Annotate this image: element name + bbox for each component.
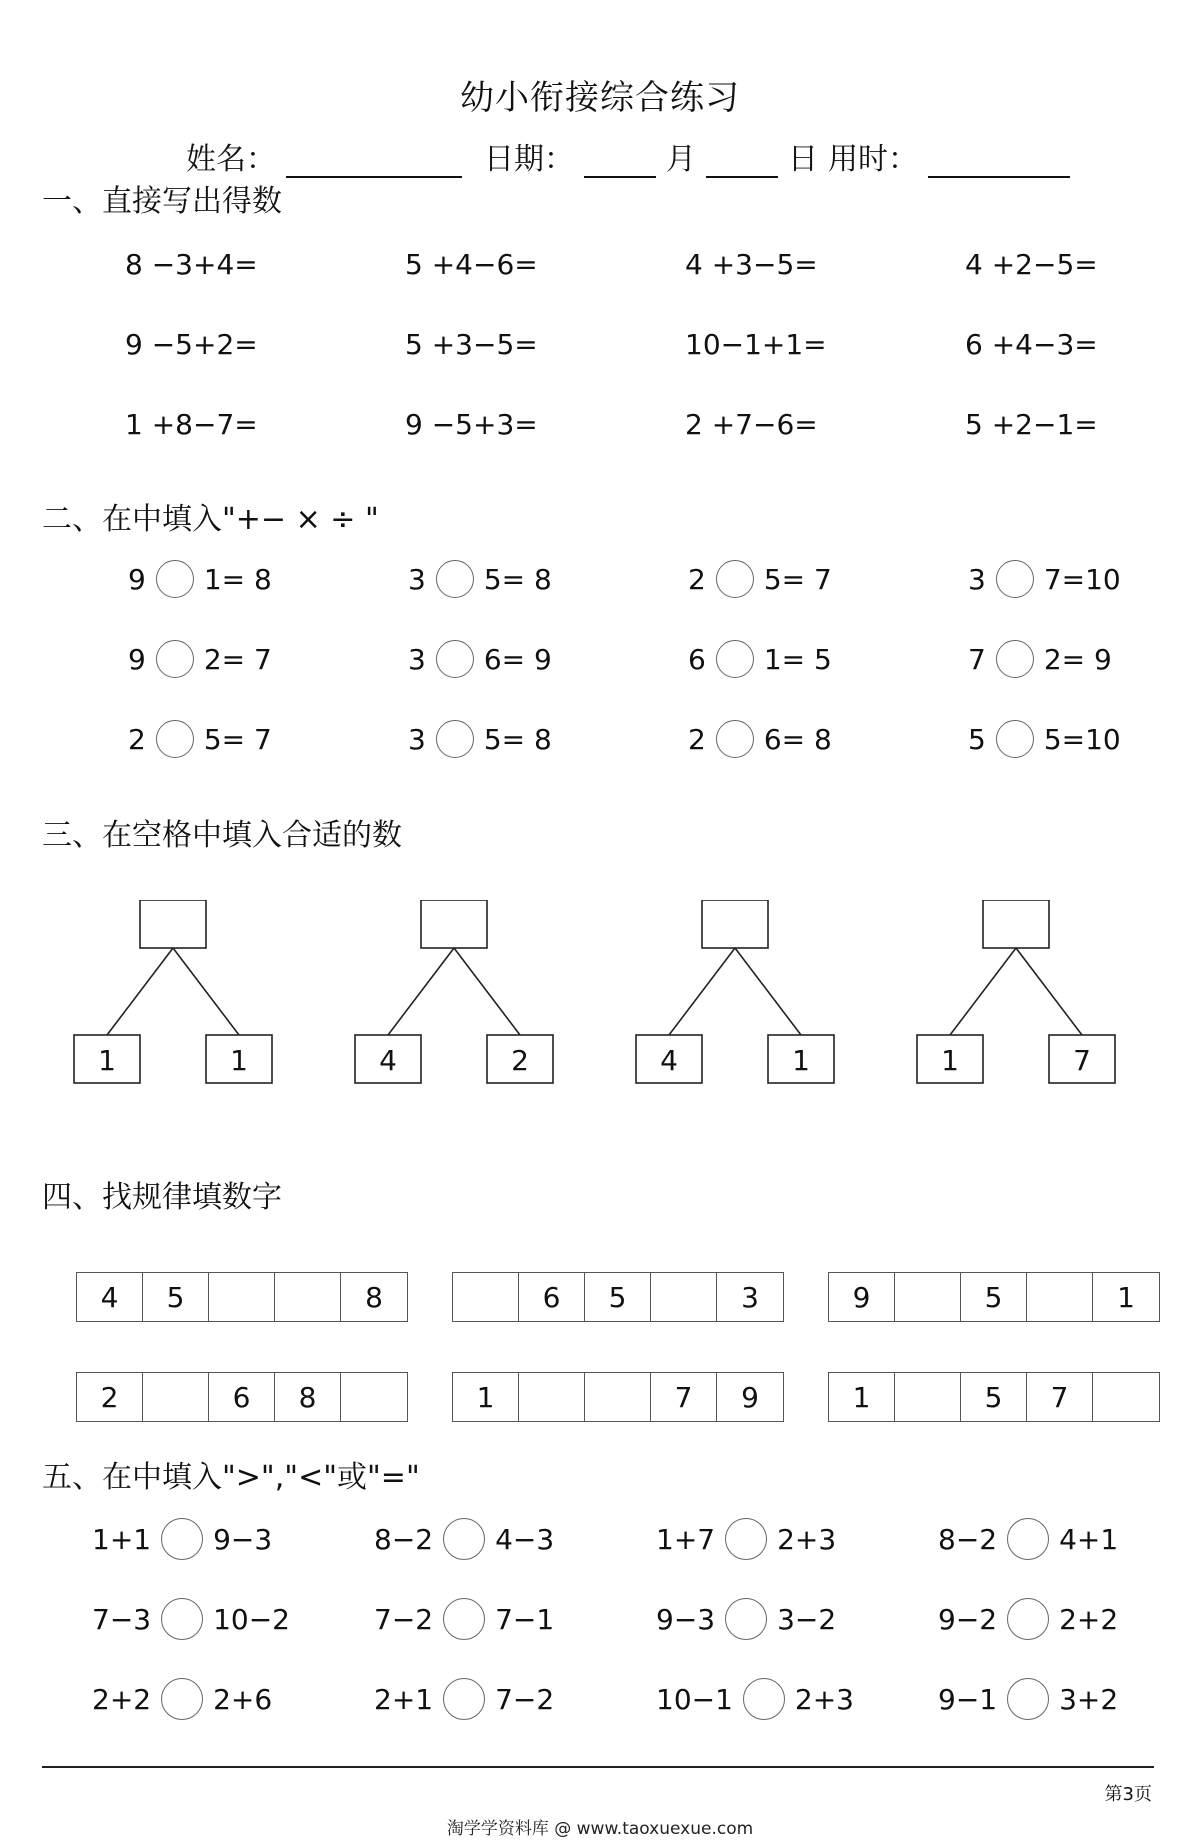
tree-branch-line bbox=[669, 948, 735, 1035]
operator-problem bbox=[968, 640, 1112, 678]
sequence-cell: 8 bbox=[275, 1373, 341, 1421]
tree-right-value: 1 bbox=[230, 1044, 248, 1077]
operand-left: 6 bbox=[688, 642, 706, 676]
sequence-cell: 9 bbox=[741, 1380, 759, 1414]
number-bond-trees bbox=[0, 900, 1200, 1100]
comparison-left: 7−3 bbox=[92, 1602, 152, 1636]
sequence-blank-cell[interactable] bbox=[275, 1273, 341, 1321]
operand-right: 1= 8 bbox=[203, 562, 272, 596]
operand-right: 7=10 bbox=[1043, 562, 1121, 596]
time-blank[interactable] bbox=[928, 142, 1070, 178]
comparison-right: 4−3 bbox=[495, 1522, 555, 1556]
comparison-right: 10−2 bbox=[213, 1602, 290, 1636]
page-title: 幼小衔接综合练习 bbox=[460, 78, 740, 118]
operator-problem bbox=[688, 720, 832, 758]
comparison-right: 3−2 bbox=[777, 1602, 837, 1636]
number-sequence bbox=[828, 1372, 1160, 1422]
number-sequence bbox=[452, 1272, 784, 1322]
comparison-left: 2+1 bbox=[374, 1682, 434, 1716]
sequence-blank-cell[interactable] bbox=[651, 1273, 717, 1321]
sequence-cell: 2 bbox=[77, 1373, 143, 1421]
tree-right-value: 1 bbox=[792, 1044, 810, 1077]
comparison-right: 2+3 bbox=[777, 1522, 837, 1556]
tree-left-value: 1 bbox=[98, 1044, 116, 1077]
sequence-cell: 8 bbox=[365, 1280, 383, 1314]
comparison-problem bbox=[656, 1518, 836, 1560]
sequence-cell: 7 bbox=[1027, 1373, 1093, 1421]
tree-top-box[interactable] bbox=[140, 900, 206, 948]
arithmetic-problem: 9 −5+3= bbox=[405, 408, 538, 441]
comparison-left: 9−2 bbox=[938, 1602, 998, 1636]
comparison-answer-circle[interactable] bbox=[443, 1598, 485, 1640]
operand-right: 5= 8 bbox=[483, 722, 552, 756]
operator-problem bbox=[408, 640, 552, 678]
tree-right-value: 2 bbox=[511, 1044, 529, 1077]
comparison-right: 3+2 bbox=[1059, 1682, 1119, 1716]
sequence-cell: 5 bbox=[961, 1373, 1027, 1421]
sequence-blank-cell[interactable] bbox=[1027, 1273, 1093, 1321]
operator-answer-circle[interactable] bbox=[996, 640, 1034, 678]
operand-right: 5= 8 bbox=[483, 562, 552, 596]
tree-left-value: 4 bbox=[379, 1044, 397, 1077]
section5-heading: 五、在中填入">","<"或"=" bbox=[42, 1460, 420, 1495]
comparison-problem bbox=[656, 1678, 854, 1720]
section3-heading: 三、在空格中填入合适的数 bbox=[42, 818, 402, 853]
comparison-right: 4+1 bbox=[1059, 1522, 1119, 1556]
tree-branch-line bbox=[950, 948, 1016, 1035]
operator-answer-circle[interactable] bbox=[996, 720, 1034, 758]
comparison-answer-circle[interactable] bbox=[725, 1518, 767, 1560]
number-bond-tree bbox=[636, 900, 834, 1083]
operator-answer-circle[interactable] bbox=[156, 640, 194, 678]
operand-right: 1= 5 bbox=[763, 642, 832, 676]
tree-right-value: 7 bbox=[1073, 1044, 1091, 1077]
comparison-right: 7−2 bbox=[495, 1682, 555, 1716]
comparison-problem bbox=[92, 1598, 290, 1640]
number-sequence bbox=[76, 1272, 408, 1322]
arithmetic-problem: 5 +4−6= bbox=[405, 248, 538, 281]
operator-problem bbox=[408, 560, 552, 598]
sequence-cell: 6 bbox=[209, 1373, 275, 1421]
arithmetic-problem: 8 −3+4= bbox=[125, 248, 258, 281]
operator-problem bbox=[688, 640, 832, 678]
operand-right: 6= 9 bbox=[483, 642, 552, 676]
section2-heading: 二、在中填入"+− × ÷ " bbox=[42, 502, 379, 537]
date-label: 日期： bbox=[484, 142, 574, 177]
day-blank[interactable] bbox=[706, 142, 778, 178]
arithmetic-problem: 1 +8−7= bbox=[125, 408, 258, 441]
tree-branch-line bbox=[388, 948, 454, 1035]
sequence-blank-cell[interactable] bbox=[519, 1373, 585, 1421]
arithmetic-problem: 5 +3−5= bbox=[405, 328, 538, 361]
tree-left-value: 4 bbox=[660, 1044, 678, 1077]
comparison-answer-circle[interactable] bbox=[161, 1598, 203, 1640]
section1-heading: 一、直接写出得数 bbox=[42, 184, 282, 219]
comparison-problem bbox=[92, 1678, 272, 1720]
operand-left: 5 bbox=[968, 722, 986, 756]
sequence-blank-cell[interactable] bbox=[895, 1373, 961, 1421]
name-label: 姓名： bbox=[186, 142, 276, 177]
operator-problem bbox=[408, 720, 552, 758]
arithmetic-problem: 9 −5+2= bbox=[125, 328, 258, 361]
sequence-blank-cell[interactable] bbox=[453, 1273, 519, 1321]
page-number: 第3页 bbox=[1104, 1784, 1152, 1805]
number-bond-tree bbox=[355, 900, 553, 1083]
operator-answer-circle[interactable] bbox=[716, 720, 754, 758]
comparison-left: 8−2 bbox=[938, 1522, 998, 1556]
tree-left-value: 1 bbox=[941, 1044, 959, 1077]
tree-branch-line bbox=[454, 948, 520, 1035]
sequence-cell: 5 bbox=[961, 1273, 1027, 1321]
sequence-blank-cell[interactable] bbox=[1093, 1373, 1159, 1421]
comparison-problem bbox=[938, 1678, 1118, 1720]
sequence-cell: 1 bbox=[453, 1373, 519, 1421]
comparison-answer-circle[interactable] bbox=[1007, 1598, 1049, 1640]
tree-top-box[interactable] bbox=[421, 900, 487, 948]
sequence-cell: 6 bbox=[519, 1273, 585, 1321]
sequence-cell: 5 bbox=[143, 1273, 209, 1321]
number-sequence bbox=[452, 1372, 784, 1422]
comparison-left: 8−2 bbox=[374, 1522, 434, 1556]
section4-heading: 四、找规律填数字 bbox=[42, 1180, 282, 1215]
operand-right: 5= 7 bbox=[763, 562, 832, 596]
sequence-blank-cell[interactable] bbox=[895, 1273, 961, 1321]
comparison-problem bbox=[656, 1598, 836, 1640]
time-label: 用时： bbox=[828, 142, 918, 177]
operator-problem bbox=[128, 720, 272, 758]
operand-left: 9 bbox=[128, 562, 146, 596]
tree-branch-line bbox=[107, 948, 173, 1035]
number-bond-tree bbox=[74, 900, 272, 1083]
operator-problem bbox=[128, 640, 272, 678]
comparison-answer-circle[interactable] bbox=[161, 1518, 203, 1560]
operator-problem bbox=[128, 560, 272, 598]
arithmetic-problem: 5 +2−1= bbox=[965, 408, 1098, 441]
comparison-answer-circle[interactable] bbox=[443, 1678, 485, 1720]
comparison-problem bbox=[938, 1598, 1118, 1640]
operand-left: 3 bbox=[408, 722, 426, 756]
sequence-blank-cell[interactable] bbox=[585, 1373, 651, 1421]
watermark: 淘学学资料库 @ www.taoxuexue.com bbox=[446, 1819, 754, 1839]
comparison-answer-circle[interactable] bbox=[743, 1678, 785, 1720]
comparison-left: 1+7 bbox=[656, 1522, 716, 1556]
sequence-cell: 3 bbox=[741, 1280, 759, 1314]
student-info-line bbox=[186, 134, 1070, 178]
operand-left: 2 bbox=[688, 562, 706, 596]
comparison-left: 10−1 bbox=[656, 1682, 733, 1716]
operand-right: 5= 7 bbox=[203, 722, 272, 756]
comparison-answer-circle[interactable] bbox=[725, 1598, 767, 1640]
number-sequence bbox=[76, 1372, 408, 1422]
month-blank[interactable] bbox=[584, 142, 656, 178]
arithmetic-problem: 4 +2−5= bbox=[965, 248, 1098, 281]
comparison-right: 9−3 bbox=[213, 1522, 273, 1556]
sequence-blank-cell[interactable] bbox=[341, 1373, 407, 1421]
operand-left: 9 bbox=[128, 642, 146, 676]
sequence-cell: 7 bbox=[651, 1373, 717, 1421]
arithmetic-problem: 4 +3−5= bbox=[685, 248, 818, 281]
operator-answer-circle[interactable] bbox=[436, 560, 474, 598]
operand-right: 6= 8 bbox=[763, 722, 832, 756]
sequence-blank-cell[interactable] bbox=[143, 1373, 209, 1421]
tree-branch-line bbox=[735, 948, 801, 1035]
comparison-left: 1+1 bbox=[92, 1522, 152, 1556]
comparison-right: 2+6 bbox=[213, 1682, 273, 1716]
comparison-right: 2+2 bbox=[1059, 1602, 1119, 1636]
operator-answer-circle[interactable] bbox=[156, 720, 194, 758]
comparison-left: 7−2 bbox=[374, 1602, 434, 1636]
arithmetic-problem: 6 +4−3= bbox=[965, 328, 1098, 361]
operator-answer-circle[interactable] bbox=[436, 720, 474, 758]
tree-branch-line bbox=[173, 948, 239, 1035]
comparison-right: 7−1 bbox=[495, 1602, 555, 1636]
operator-problem bbox=[968, 720, 1121, 758]
sequence-cell: 5 bbox=[585, 1273, 651, 1321]
operand-right: 5=10 bbox=[1043, 722, 1121, 756]
operand-left: 2 bbox=[128, 722, 146, 756]
comparison-problem bbox=[374, 1678, 554, 1720]
footer-divider bbox=[42, 1766, 1154, 1768]
sequence-cell: 1 bbox=[1117, 1280, 1135, 1314]
tree-branch-line bbox=[1016, 948, 1082, 1035]
operator-answer-circle[interactable] bbox=[716, 640, 754, 678]
comparison-answer-circle[interactable] bbox=[443, 1518, 485, 1560]
operator-answer-circle[interactable] bbox=[156, 560, 194, 598]
sequence-cell: 9 bbox=[829, 1273, 895, 1321]
tree-top-box[interactable] bbox=[983, 900, 1049, 948]
name-blank[interactable] bbox=[286, 142, 462, 178]
comparison-problem bbox=[374, 1518, 554, 1560]
sequence-cell: 1 bbox=[829, 1373, 895, 1421]
day-label: 日 bbox=[788, 142, 818, 177]
comparison-problem bbox=[92, 1518, 272, 1560]
comparison-right: 2+3 bbox=[794, 1682, 854, 1716]
operand-left: 3 bbox=[408, 562, 426, 596]
operand-right: 2= 7 bbox=[203, 642, 272, 676]
comparison-left: 2+2 bbox=[92, 1682, 152, 1716]
comparison-answer-circle[interactable] bbox=[1007, 1678, 1049, 1720]
number-bond-tree bbox=[917, 900, 1115, 1083]
month-label: 月 bbox=[666, 142, 696, 177]
comparison-left: 9−1 bbox=[938, 1682, 998, 1716]
operator-answer-circle[interactable] bbox=[436, 640, 474, 678]
operator-problem bbox=[688, 560, 832, 598]
comparison-answer-circle[interactable] bbox=[161, 1678, 203, 1720]
comparison-problem bbox=[374, 1598, 554, 1640]
operator-answer-circle[interactable] bbox=[996, 560, 1034, 598]
comparison-left: 9−3 bbox=[656, 1602, 716, 1636]
number-sequence bbox=[828, 1272, 1160, 1322]
operand-left: 3 bbox=[968, 562, 986, 596]
arithmetic-problem: 2 +7−6= bbox=[685, 408, 818, 441]
tree-top-box[interactable] bbox=[702, 900, 768, 948]
operand-left: 7 bbox=[968, 642, 986, 676]
comparison-problem bbox=[938, 1518, 1118, 1560]
operand-right: 2= 9 bbox=[1043, 642, 1112, 676]
operator-answer-circle[interactable] bbox=[716, 560, 754, 598]
operand-left: 3 bbox=[408, 642, 426, 676]
operator-problem bbox=[968, 560, 1121, 598]
comparison-answer-circle[interactable] bbox=[1007, 1518, 1049, 1560]
arithmetic-problem: 10−1+1= bbox=[685, 328, 827, 361]
operand-left: 2 bbox=[688, 722, 706, 756]
sequence-blank-cell[interactable] bbox=[209, 1273, 275, 1321]
sequence-cell: 4 bbox=[77, 1273, 143, 1321]
